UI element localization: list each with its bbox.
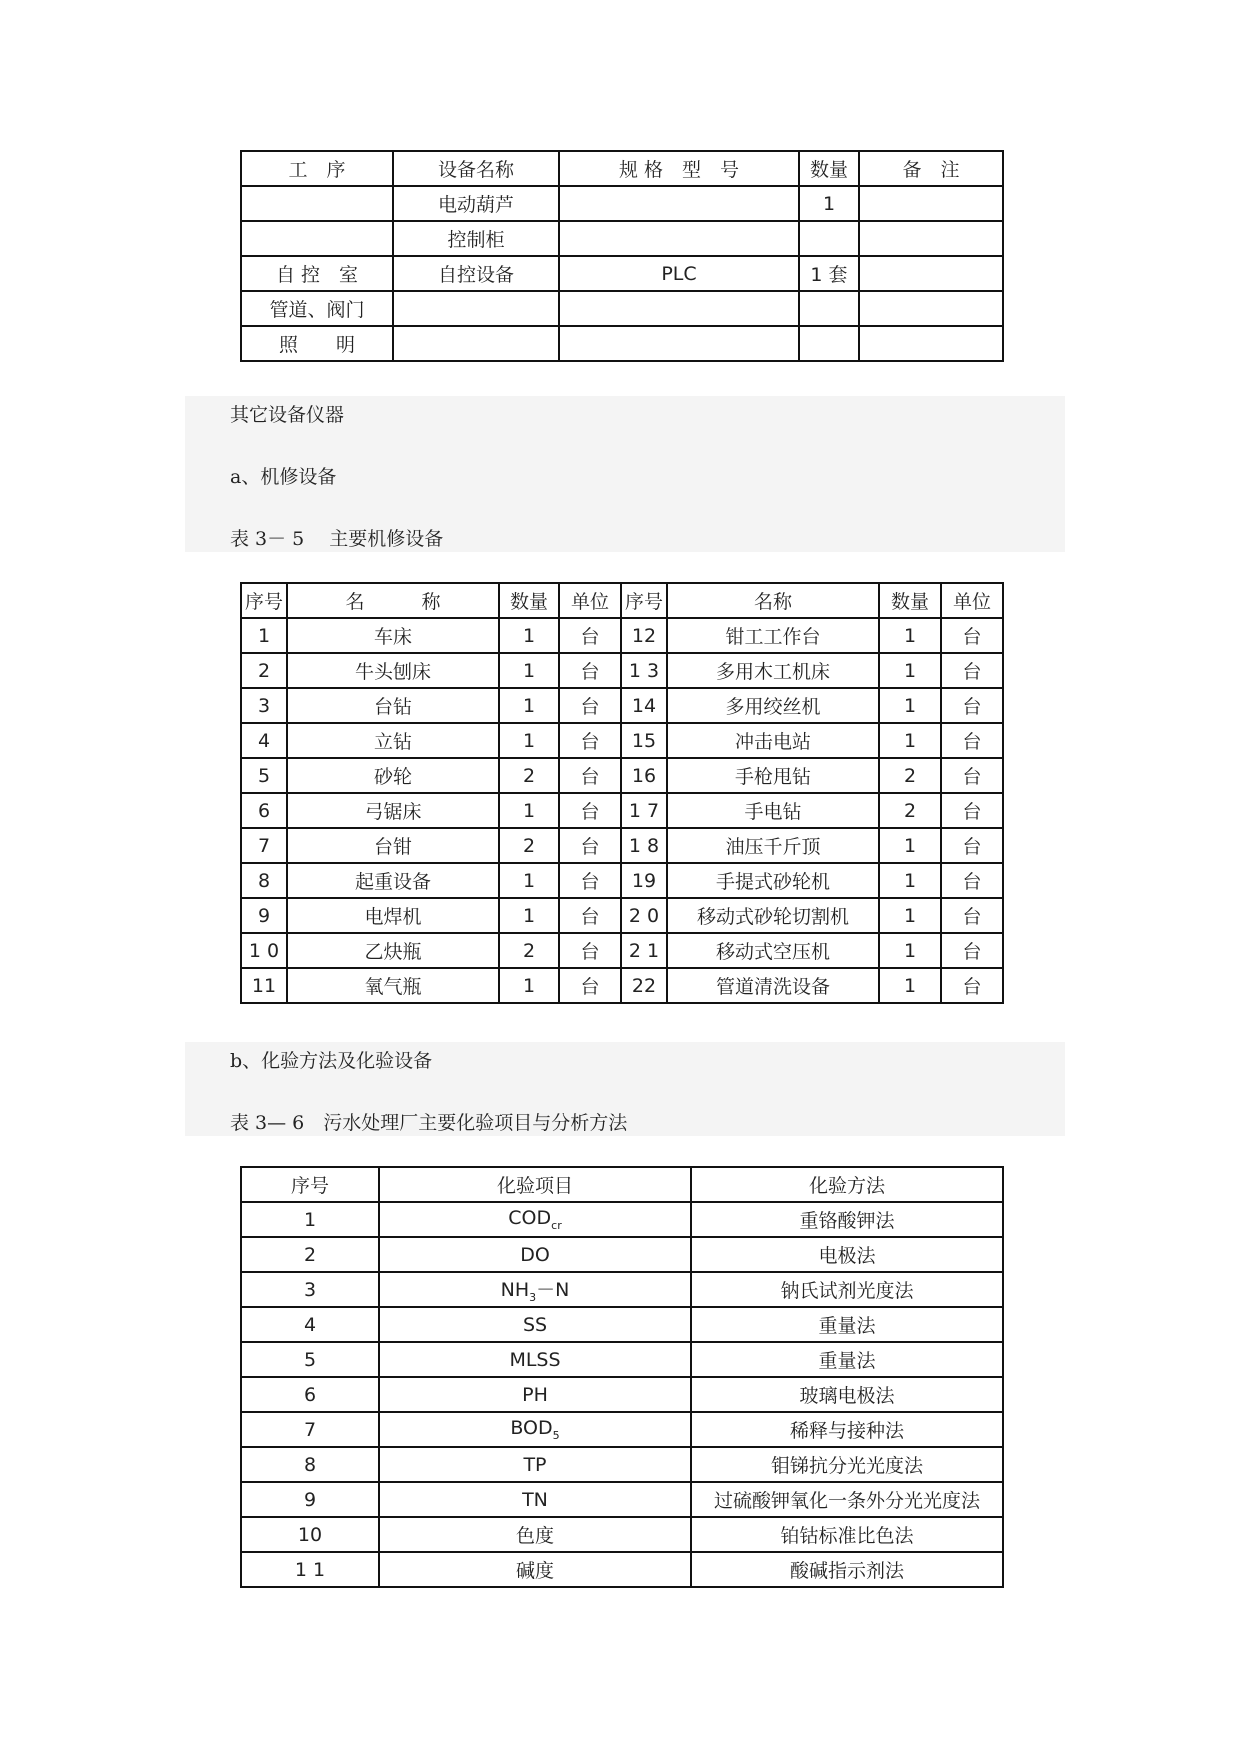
row-number: 6 [241,1377,379,1412]
table-cell: 1 [241,618,287,653]
column-header: 名 称 [287,583,499,618]
column-header: 数量 [879,583,941,618]
row-number: 1 [241,1202,379,1237]
test-method: 钼锑抗分光光度法 [691,1447,1003,1482]
test-item [379,1482,691,1517]
table-cell: 砂轮 [287,758,499,793]
test-item-subscript: cr [551,1218,562,1232]
test-item [379,1412,691,1447]
table-cell: 台 [559,968,621,1003]
test-method: 钠氏试剂光度法 [691,1272,1003,1307]
row-number: 7 [241,1412,379,1447]
table-cell: 乙炔瓶 [287,933,499,968]
table-cell: 4 [241,723,287,758]
table-cell: 6 [241,793,287,828]
table-cell: 3 [241,688,287,723]
table-cell: 2 [879,758,941,793]
lab-test-table [240,1166,1004,1588]
table-cell: 台 [941,618,1003,653]
table-cell: 管道、阀门 [241,291,393,326]
table-row [241,1447,1003,1482]
table-cell: 牛头刨床 [287,653,499,688]
table-cell: 多用木工机床 [667,653,879,688]
table-cell: 1 7 [621,793,667,828]
table2-caption: 表 3－ 5 主要机修设备 [230,528,444,550]
column-header: 数量 [499,583,559,618]
table-cell: 油压千斤顶 [667,828,879,863]
table-cell: 1 [499,863,559,898]
test-item-name: DO [520,1243,550,1266]
table-cell: 台 [941,968,1003,1003]
column-header: 单位 [559,583,621,618]
table-cell: 台 [559,863,621,898]
table-cell: 2 1 [621,933,667,968]
table-cell: 台 [559,828,621,863]
row-number: 3 [241,1272,379,1307]
column-header: 单位 [941,583,1003,618]
maintenance-equipment-table [240,582,1004,1004]
test-item [379,1307,691,1342]
test-method: 重量法 [691,1342,1003,1377]
table-cell: 1 [799,186,859,221]
table-row [241,1552,1003,1587]
table-cell [559,221,799,256]
test-item-name: NH [500,1279,530,1302]
table-cell: 手枪甩钻 [667,758,879,793]
table-cell: 台 [941,933,1003,968]
table-row [241,618,1003,653]
table-cell: 2 [499,758,559,793]
table-cell: 台 [941,653,1003,688]
table-row [241,256,1003,291]
table-cell [559,291,799,326]
test-item [379,1272,691,1307]
table-cell: 弓锯床 [287,793,499,828]
table-cell: 多用绞丝机 [667,688,879,723]
table-header-row [241,1167,1003,1202]
table-row [241,1412,1003,1447]
table-cell: 台 [941,898,1003,933]
table-row [241,1342,1003,1377]
table-cell: 1 [879,688,941,723]
table-row [241,326,1003,361]
table-cell: 1 [879,933,941,968]
table-row [241,186,1003,221]
table-cell: 22 [621,968,667,1003]
table-cell: 电动葫芦 [393,186,559,221]
table-cell: 1 [499,653,559,688]
table-cell: 手提式砂轮机 [667,863,879,898]
table-row [241,1307,1003,1342]
column-header: 设备名称 [393,151,559,186]
table-cell: 12 [621,618,667,653]
test-item-name: SS [522,1313,548,1336]
table-cell: 台 [559,688,621,723]
section-heading-a: a、机修设备 [230,466,337,488]
equipment-table [240,150,1004,362]
table-cell: 台钻 [287,688,499,723]
table-header-row [241,583,1003,618]
test-item-name: TN [522,1488,548,1511]
test-method: 重量法 [691,1307,1003,1342]
test-item [379,1447,691,1482]
table-cell: 14 [621,688,667,723]
table-row [241,221,1003,256]
test-method: 重铬酸钾法 [691,1202,1003,1237]
table-cell: 台 [559,758,621,793]
table-cell: 氧气瓶 [287,968,499,1003]
column-header: 数量 [799,151,859,186]
table-cell: 19 [621,863,667,898]
table-cell [559,186,799,221]
table-cell: PLC [559,256,799,291]
table-row [241,1517,1003,1552]
table-cell: 起重设备 [287,863,499,898]
table-cell: 移动式空压机 [667,933,879,968]
table-cell: 9 [241,898,287,933]
test-item-name: 碱度 [515,1560,554,1582]
column-header: 工 序 [241,151,393,186]
test-item [379,1377,691,1412]
row-number: 4 [241,1307,379,1342]
table3-caption: 表 3— 6 污水处理厂主要化验项目与分析方法 [230,1112,628,1134]
table-row [241,863,1003,898]
table-cell: 11 [241,968,287,1003]
table-cell [859,256,1003,291]
table-cell: 台 [941,793,1003,828]
test-item [379,1517,691,1552]
table-cell: 7 [241,828,287,863]
table-cell: 1 0 [241,933,287,968]
table-row [241,898,1003,933]
table-row [241,968,1003,1003]
table-cell: 1 [499,793,559,828]
test-method: 过硫酸钾氧化一条外分光光度法 [691,1482,1003,1517]
column-header: 序号 [241,583,287,618]
table-cell [859,186,1003,221]
table-cell: 控制柜 [393,221,559,256]
table-cell: 1 [879,828,941,863]
table-row [241,1237,1003,1272]
table-cell: 1 [879,618,941,653]
table-cell: 15 [621,723,667,758]
table-cell: 8 [241,863,287,898]
section-heading-other: 其它设备仪器 [230,404,345,426]
table-cell: 台 [941,863,1003,898]
table-cell: 2 [879,793,941,828]
table-row [241,1377,1003,1412]
table-cell [393,326,559,361]
table-cell: 1 [499,723,559,758]
table-cell: 2 [499,933,559,968]
table-cell: 1 [879,723,941,758]
table-cell: 1 [879,968,941,1003]
row-number: 10 [241,1517,379,1552]
test-item [379,1552,691,1587]
table-row [241,793,1003,828]
table-header-row [241,151,1003,186]
test-item [379,1202,691,1237]
table-cell: 1 [879,653,941,688]
table-cell: 立钻 [287,723,499,758]
column-header: 规 格 型 号 [559,151,799,186]
table-cell: 1 [499,898,559,933]
row-number: 5 [241,1342,379,1377]
table-row [241,688,1003,723]
table-cell: 电焊机 [287,898,499,933]
test-item-name: TP [523,1453,547,1476]
table-cell: 台 [941,828,1003,863]
test-item-suffix: －N [536,1279,570,1302]
column-header: 化验方法 [691,1167,1003,1202]
table-cell: 1 [499,618,559,653]
table-cell: 台 [941,723,1003,758]
table-cell: 2 [241,653,287,688]
table-row [241,653,1003,688]
table-cell: 1 套 [799,256,859,291]
table-cell [559,326,799,361]
table-cell [799,221,859,256]
column-header: 序号 [241,1167,379,1202]
table-cell: 1 [879,863,941,898]
table-cell: 台 [559,933,621,968]
test-item-subscript: 3 [529,1290,537,1304]
table-cell [799,291,859,326]
table-cell: 台 [559,898,621,933]
table-row [241,723,1003,758]
test-method: 玻璃电极法 [691,1377,1003,1412]
row-number: 2 [241,1237,379,1272]
table-cell: 1 3 [621,653,667,688]
table-cell: 1 8 [621,828,667,863]
row-number: 1 1 [241,1552,379,1587]
table-cell: 移动式砂轮切割机 [667,898,879,933]
table-cell: 台 [941,758,1003,793]
test-item [379,1342,691,1377]
table-cell [859,221,1003,256]
column-header: 名称 [667,583,879,618]
table-cell [241,221,393,256]
test-item-name: PH [522,1383,548,1406]
test-method: 稀释与接种法 [691,1412,1003,1447]
table-cell: 1 [499,968,559,1003]
table-cell: 1 [499,688,559,723]
test-item-name: COD [508,1207,552,1230]
table-cell: 台钳 [287,828,499,863]
table-cell [859,326,1003,361]
table-row [241,291,1003,326]
row-number: 8 [241,1447,379,1482]
column-header: 序号 [621,583,667,618]
test-item-name: MLSS [509,1348,561,1371]
table-cell: 管道清洗设备 [667,968,879,1003]
table-row [241,828,1003,863]
table-cell: 自 控 室 [241,256,393,291]
row-number: 9 [241,1482,379,1517]
table-cell: 钳工工作台 [667,618,879,653]
table-cell: 2 0 [621,898,667,933]
table-cell: 台 [941,688,1003,723]
table-row [241,1272,1003,1307]
test-item [379,1237,691,1272]
table-cell: 冲击电站 [667,723,879,758]
table-cell [799,326,859,361]
table-cell: 台 [559,618,621,653]
table-row [241,758,1003,793]
table-cell: 台 [559,723,621,758]
table-row [241,933,1003,968]
table-cell: 16 [621,758,667,793]
table-cell: 手电钻 [667,793,879,828]
table-cell [241,186,393,221]
test-item-subscript: 5 [552,1428,560,1442]
table-row [241,1202,1003,1237]
table-row [241,1482,1003,1517]
column-header: 备 注 [859,151,1003,186]
test-method: 酸碱指示剂法 [691,1552,1003,1587]
test-method: 电极法 [691,1237,1003,1272]
table-cell [393,291,559,326]
table-cell: 台 [559,653,621,688]
test-method: 铂钴标准比色法 [691,1517,1003,1552]
table-cell: 照 明 [241,326,393,361]
table-cell: 5 [241,758,287,793]
table-cell [859,291,1003,326]
column-header: 化验项目 [379,1167,691,1202]
test-item-name: 色度 [515,1525,554,1547]
table-cell: 1 [879,898,941,933]
table-cell: 车床 [287,618,499,653]
table-cell: 2 [499,828,559,863]
table-cell: 自控设备 [393,256,559,291]
table-cell: 台 [559,793,621,828]
test-item-name: BOD [510,1417,553,1440]
section-heading-b: b、化验方法及化验设备 [230,1050,433,1072]
